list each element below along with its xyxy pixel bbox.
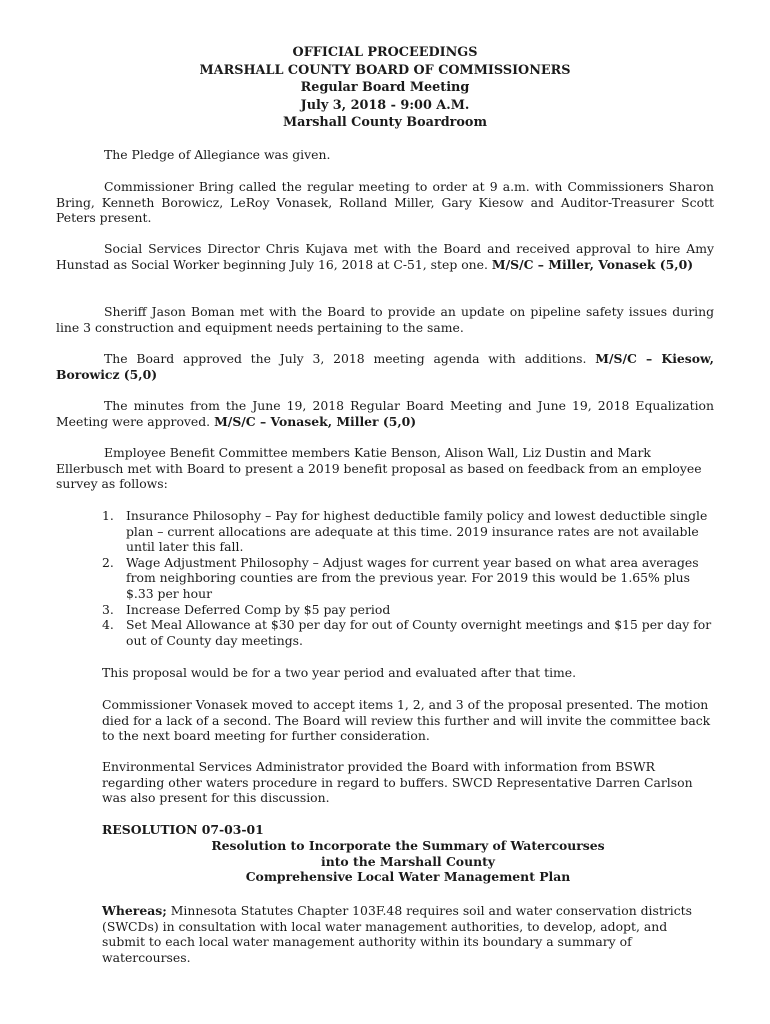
list-item-text: Wage Adjustment Philosophy – Adjust wages for current year based on what area averages from neighboring counties are from the previous year. For 2019 this would be 1.65% plus $.33 per hour: [126, 554, 699, 601]
whereas-label: Whereas;: [102, 903, 167, 918]
social-services-paragraph: [56, 241, 714, 272]
list-item-text: Increase Deferred Comp by $5 pay period: [126, 601, 391, 617]
list-item: [102, 508, 714, 555]
list-item-number: 4.: [102, 617, 114, 633]
header-title: OFFICIAL PROCEEDINGS: [292, 45, 478, 60]
pledge-paragraph: The Pledge of Allegiance was given.: [104, 147, 331, 162]
list-item: [102, 555, 714, 602]
header-location: Marshall County Boardroom: [283, 115, 487, 131]
header-meeting-type: Regular Board Meeting: [300, 80, 470, 96]
list-item: [102, 602, 714, 618]
call-to-order-paragraph: Commissioner Bring called the regular meeting to order at 9 a.m. with Commissioners Sharon Bring, Kenneth Borowicz, LeRoy Vonasek, Rolland Miller, Gary Kiesow and Auditor-Treasurer Scott Peters present.: [56, 179, 714, 226]
benefit-proposal-list: [102, 508, 714, 648]
list-item-number: 3.: [102, 601, 114, 617]
agenda-paragraph: [56, 351, 714, 382]
social-services-motion: M/S/C – Miller, Vonasek (5,0): [491, 256, 694, 272]
list-item-text: Set Meal Allowance at $30 per day for out of County overnight meetings and $15 per day for out of County day meetings.: [126, 617, 712, 648]
header-date: July 3, 2018 - 9:00 A.M.: [300, 97, 470, 113]
resolution-title: [102, 838, 714, 885]
resolution-title-line: into the Marshall County: [320, 853, 496, 869]
minutes-motion: M/S/C – Vonasek, Miller (5,0): [214, 413, 417, 429]
proposal-period-paragraph: This proposal would be for a two year period and evaluated after that time.: [102, 665, 577, 680]
list-item: [102, 617, 714, 648]
minutes-paragraph: [56, 398, 714, 429]
agenda-motion: M/S/C – Kiesow, Borowicz (5,0): [56, 351, 714, 382]
list-item-number: 2.: [102, 554, 114, 570]
resolution-number: RESOLUTION 07-03-01: [102, 822, 264, 837]
benefit-committee-paragraph: Employee Benefit Committee members Katie Benson, Alison Wall, Liz Dustin and Mark Ellerbusch met with Board to present a 2019 benefit proposal as based on feedback from an employee survey as follows:: [56, 445, 702, 492]
list-item-text: Insurance Philosophy – Pay for highest deductible family policy and lowest deductible single plan – current allocations are adequate at this time. 2019 insurance rates are not available until later this fall.: [126, 508, 708, 555]
sheriff-paragraph: Sheriff Jason Boman met with the Board to provide an update on pipeline safety issues during line 3 construction and equipment needs pertaining to the same.: [56, 304, 714, 335]
list-item-number: 1.: [102, 508, 114, 523]
header-board-name: MARSHALL COUNTY BOARD OF COMMISSIONERS: [199, 62, 571, 78]
whereas-text: Minnesota Statutes Chapter 103F.48 requires soil and water conservation districts (SWCDs) in consultation with local water management authorities, to develop, adopt, and submit to each local water management authority within its boundary a summary of watercourses.: [102, 903, 693, 965]
agenda-text: The Board approved the July 3, 2018 meeting agenda with additions.: [104, 351, 587, 366]
environmental-services-paragraph: Environmental Services Administrator provided the Board with information from BSWR regarding other waters procedure in regard to buffers. SWCD Representative Darren Carlson was also present for this discussion.: [102, 759, 693, 806]
whereas-paragraph: [102, 903, 714, 965]
document-header: [0, 44, 770, 132]
resolution-title-line: Comprehensive Local Water Management Plan: [245, 869, 571, 885]
vonasek-motion-paragraph: Commissioner Vonasek moved to accept items 1, 2, and 3 of the proposal presented. The motion died for a lack of a second. The Board will review this further and will invite the committee back to the next board meeting for further consideration.: [102, 697, 711, 744]
social-services-text: Social Services Director Chris Kujava met with the Board and received approval to hire Amy Hunstad as Social Worker beginning July 16, 2018 at C-51, step one.: [56, 241, 714, 272]
minutes-text: The minutes from the June 19, 2018 Regular Board Meeting and June 19, 2018 Equalization Meeting were approved.: [56, 398, 714, 429]
resolution-title-line: Resolution to Incorporate the Summary of Watercourses: [211, 838, 605, 853]
